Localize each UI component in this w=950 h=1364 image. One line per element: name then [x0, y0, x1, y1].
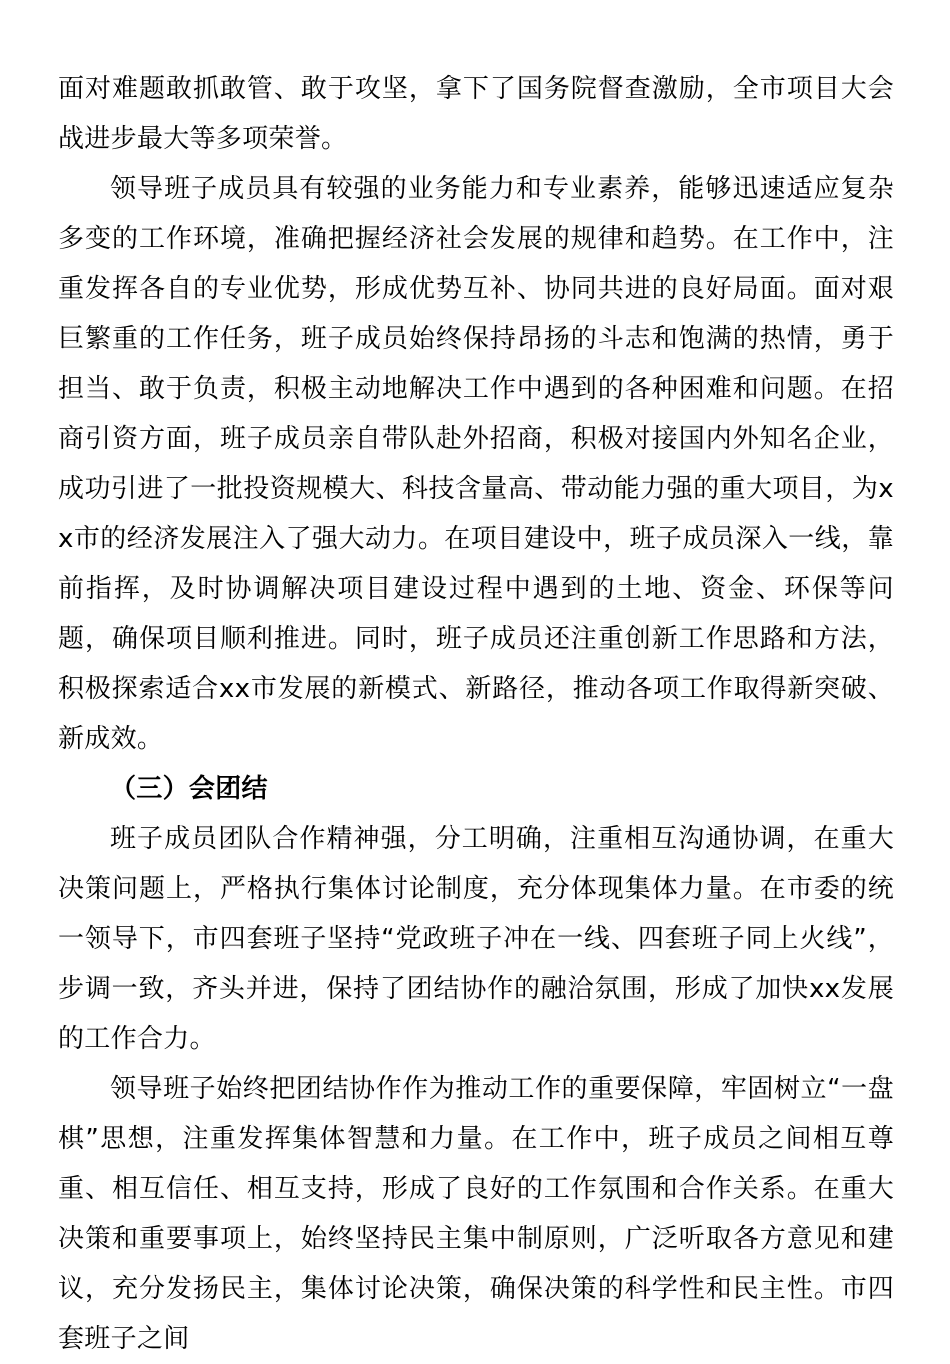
- section-heading-unity: （三）会团结: [110, 774, 268, 804]
- document-page: [58, 64, 894, 1364]
- paragraph-professional-ability: 领导班子成员具有较强的业务能力和专业素养，能够迅速适应复杂多变的工作环境，准确把握经济社会发展的规律和趋势。在工作中，注重发挥各自的专业优势，形成优势互补、协同共进的良好局面。面对艰巨繁重的工作任务，班子成员始终保持昂扬的斗志和饱满的热情，勇于担当、敢于负责，积极主动地解决工作中遇到的各种困难和问题。在招商引资方面，班子成员亲自带队赴外招商，积极对接国内外知名企业，成功引进了一批投资规模大、科技含量高、带动能力强的重大项目，为xx市的经济发展注入了强大动力。在项目建设中，班子成员深入一线，靠前指挥，及时协调解决项目建设过程中遇到的土地、资金、环保等问题，确保项目顺利推进。同时，班子成员还注重创新工作思路和方法，积极探索适合xx市发展的新模式、新路径，推动各项工作取得新突破、新成效。: [58, 174, 894, 754]
- paragraph-teamwork: 班子成员团队合作精神强，分工明确，注重相互沟通协调，在重大决策问题上，严格执行集体讨论制度，充分体现集体力量。在市委的统一领导下，市四套班子坚持“党政班子冲在一线、四套班子同上火线”，步调一致，齐头并进，保持了团结协作的融洽氛围，形成了加快xx发展的工作合力。: [58, 824, 894, 1054]
- paragraph-collaboration: 领导班子始终把团结协作作为推动工作的重要保障，牢固树立“一盘棋”思想，注重发挥集体智慧和力量。在工作中，班子成员之间相互尊重、相互信任、相互支持，形成了良好的工作氛围和合作关系。在重大决策和重要事项上，始终坚持民主集中制原则，广泛听取各方意见和建议，充分发扬民主，集体讨论决策，确保决策的科学性和民主性。市四套班子之间: [58, 1074, 894, 1354]
- paragraph-continuation: 面对难题敢抓敢管、敢于攻坚，拿下了国务院督查激励，全市项目大会战进步最大等多项荣誉。: [58, 74, 894, 154]
